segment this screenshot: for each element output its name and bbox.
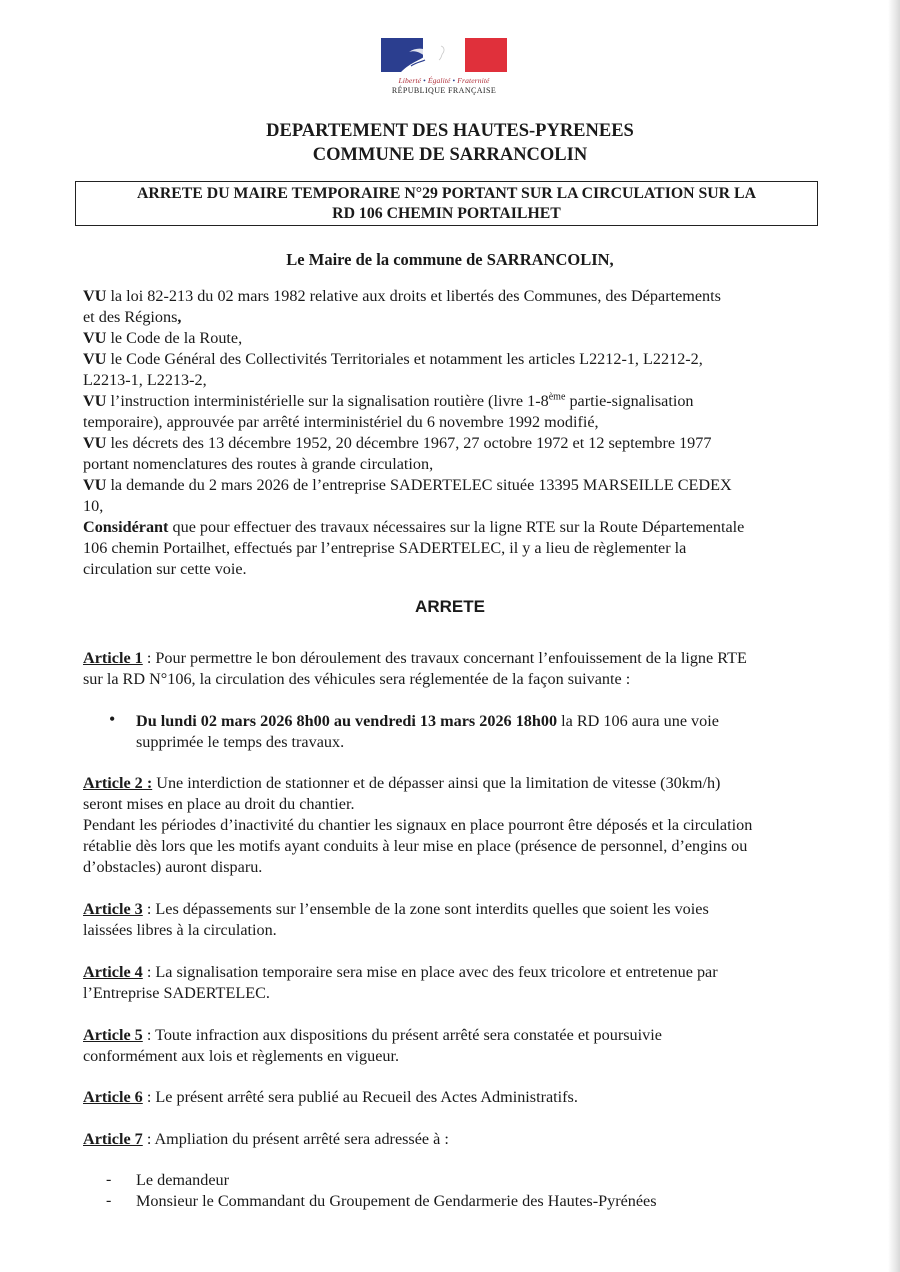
- mayor-heading: Le Maire de la commune de SARRANCOLIN,: [286, 250, 614, 269]
- marianne-flag-icon: [381, 38, 507, 72]
- article-7: Article 7 : Ampliation du présent arrêté sera adressée à :: [83, 1130, 449, 1148]
- decree-title-box: [75, 181, 818, 226]
- article-label: Article 6: [83, 1088, 143, 1106]
- article-label: Article 2 :: [83, 774, 153, 792]
- commune-name: COMMUNE DE SARRANCOLIN: [312, 145, 588, 165]
- department-name: DEPARTEMENT DES HAUTES-PYRENEES: [266, 121, 634, 141]
- republic-logo: [378, 38, 510, 95]
- vu-block: VU la loi 82-213 du 02 mars 1982 relative aux droits et libertés des Communes, des Départements et des Régions, VU le Code de la Route, VU le Code Général des Collectivités Territoriales et notamment les articles L2212-1, L2212-2, L2213-1, L2213-2, VU l’instruction interministérielle sur la signalisation routière (livre 1-8ème partie-signalisation temporaire), approuvée par arrêté interministériel du 6 novembre 1992 modifié, VU les décrets des 13 décembre 1952, 20 décembre 1967, 27 octobre 1972 et 12 septembre 1977 portant nomenclatures des routes à grande circulation, VU la demande du 2 mars 2026 de l’entreprise SADERTELEC située 13395 MARSEILLE CEDEX 10, Considérant que pour effectuer des travaux nécessaires sur la ligne RTE sur la Route Départementale 106 chemin Portailhet, effectués par l’entreprise SADERTELEC, il y a lieu de règlementer la circulation sur cette voie.: [83, 286, 833, 580]
- recipient-item: Le demandeur: [136, 1171, 230, 1189]
- decree-title-line: RD 106 CHEMIN PORTAILHET: [332, 205, 561, 222]
- article-1: Article 1 : Pour permettre le bon déroulement des travaux concernant l’enfouissement de la ligne RTE sur la RD N°106, la circulation des véhicules sera réglementée de la façon suivante :: [83, 649, 747, 688]
- scan-edge-shadow: [888, 0, 900, 1272]
- article-label: Article 1: [83, 649, 143, 667]
- vu-code-route: VU le Code de la Route,: [83, 329, 243, 347]
- article-2: Article 2 : Une interdiction de stationner et de dépasser ainsi que la limitation de vitesse (30km/h) seront mises en place au droit du chantier. Pendant les périodes d’inactivité du chantier les signaux en place pourront être déposés et la circulation rétablie dès lors que les motifs ayant conduits à leur mise en place (présence de personnel, d’engins ou d’obstacles) auront disparu.: [83, 774, 753, 876]
- republic-name: RÉPUBLIQUE FRANÇAISE: [391, 86, 497, 95]
- vu-law: VU la loi 82-213 du 02 mars 1982 relative aux droits et libertés des Communes, des Départements: [83, 287, 721, 305]
- article-label: Article 5: [83, 1026, 143, 1044]
- vu-decrets: VU les décrets des 13 décembre 1952, 20 décembre 1967, 27 octobre 1972 et 12 septembre 1977: [83, 434, 712, 452]
- considerant: Considérant que pour effectuer des travaux nécessaires sur la ligne RTE sur la Route Départementale: [83, 518, 745, 536]
- document-header: [0, 119, 900, 167]
- article-5: Article 5 : Toute infraction aux dispositions du présent arrêté sera constatée et poursuivie conformément aux lois et règlements en vigueur.: [83, 1026, 662, 1065]
- article-1-bullet: Du lundi 02 mars 2026 8h00 au vendredi 13 mars 2026 18h00 la RD 106 aura une voie supprimée le temps des travaux.: [136, 712, 719, 751]
- article-3: Article 3 : Les dépassements sur l’ensemble de la zone sont interdits quelles que soient les voies laissées libres à la circulation.: [83, 900, 709, 939]
- dash-icon: -: [106, 1171, 112, 1188]
- article-4: Article 4 : La signalisation temporaire sera mise en place avec des feux tricolore et entretenue par l’Entreprise SADERTELEC.: [83, 963, 718, 1002]
- article-label: Article 4: [83, 963, 143, 981]
- arrete-heading: ARRETE: [415, 597, 485, 616]
- dash-icon: -: [106, 1192, 112, 1209]
- recipient-item: Monsieur le Commandant du Groupement de Gendarmerie des Hautes-Pyrénées: [136, 1192, 657, 1210]
- vu-instruction: VU l’instruction interministérielle sur la signalisation routière (livre 1-8ème partie-signalisation: [83, 391, 694, 410]
- republic-motto: Liberté • Égalité • Fraternité: [398, 76, 490, 85]
- article-label: Article 3: [83, 900, 143, 918]
- bullet-icon: •: [109, 709, 116, 729]
- vu-cgct: VU le Code Général des Collectivités Territoriales et notamment les articles L2212-1, L2212-2,: [83, 350, 703, 368]
- vu-demande: VU la demande du 2 mars 2026 de l’entreprise SADERTELEC située 13395 MARSEILLE CEDEX: [83, 476, 732, 494]
- decree-title-line: ARRETE DU MAIRE TEMPORAIRE N°29 PORTANT SUR LA CIRCULATION SUR LA: [137, 185, 756, 202]
- article-label: Article 7: [83, 1130, 143, 1148]
- article-6: Article 6 : Le présent arrêté sera publié au Recueil des Actes Administratifs.: [83, 1088, 578, 1106]
